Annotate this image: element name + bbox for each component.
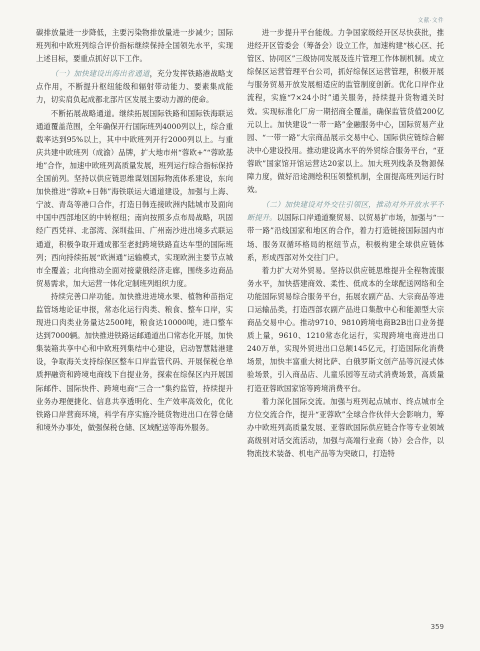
- right-column: [247, 26, 444, 620]
- paragraph: 着力深化国际交流。加强与班列起点城市、终点城市全方位交流合作，提升“亚蓉欧”全球合作伙伴大会影响力，筹办中欧班列高质量发展、亚蓉欧国际供应链合作等专业领域高级别对话交流活动，加强与高端行业商（协）会合作，以物流技术装备、机电产品等为突破口，打造特: [247, 396, 444, 458]
- paragraph-text: ，充分发挥铁路港战略支点作用，不断提升枢纽能级和辐射带动能力、要素集成能力，切实肩负起成都北部片区发展主要动力源的使命。: [36, 69, 233, 105]
- paragraph-text: 以国际口岸通道聚贸易、以贸易扩市场，加强与“一带一路”沿线国家和地区的合作，着力打造链接国际国内市场、服务双循环格局的枢纽节点，积极构建全球供应链体系，形成西部对外交往门户。: [247, 213, 444, 262]
- paragraph: 着力扩大对外贸易。坚持以供应链思维提升全程物流服务水平，加快搭建商效、柔性、低成本的全球配送网络和全功能国际贸易综合服务平台，拓展农副产品、大宗商品等进口运输品类，打造西部农副产品进口集散中心和能源型大宗商品交易中心。推动9710、9810跨境电商B2B出口业务提质上量，9610、1210常态化运行，实现跨境电商进出口240万单，实现外贸进出口总额145亿元，打造国际化消费场景，加快丰富重大树比萨、白俄罗斯文创产品等沉浸式体验场景，引入商品店、儿童乐园等互动式消费场景，高质量打造亚蓉欧国家馆等跨境消费平台。: [247, 265, 444, 393]
- running-header: 文献·文件: [417, 18, 444, 24]
- paragraph: 不断拓展战略通道。继续拓展国际铁路和国际铁海联运通道覆盖范围，全年确保开行国际班列4000列以上，综合重载率达到95%以上，其中中欧班列开行2000列以上。与重庆共建中欧班列（成渝）品牌，扩大地市州“蓉欧+”“蓉欧基地”合作，加速中欧班列高质量发展，班列运行综合指标保持全国前列。坚持以供应链思维谋划国际物流体系建设，东向加快推进“蓉欧+日韩”海铁联运大通道建设，加强与上海、宁波、青岛等港口合作，打造日韩连接欧洲内陆城市及面向中国中西部地区的中转枢纽；南向按照多点布局战略，巩固经广西凭祥、北部湾、深圳盐田、广州南沙进出境多式联运通道，积极争取开通成都至老挝跨境铁路直达车型的国际班列；西向持续拓展“欧洲通”运输模式，实现欧洲主要节点城市全覆盖；北向推动全面对接蒙俄经济走廊，围绕多边商品贸易需求，加大运营一体化定制班列组织力度。: [36, 108, 233, 288]
- paragraph: 进一步提升平台能级。力争国家级经开区尽快获批，推进经开区管委会（筹备会）设立工作，加速构建“核心区、托管区、协同区”三级协同发展及连片管理工作体制机制。成立综保区运营管理平台公司，抓好综保区运营管理，积极开展与服务贸易开放发展相适应的监管制度创新。优化口岸作业流程，实施“7×24小时”通关服务，持续提升货物通关时效。实现标准化厂房一期招商全覆盖，确保监管货值200亿元以上。加快建设“一带一路”金融服务中心，国际贸易产业园、“一带一路”大宗商品展示交易中心、国际供应链综合解决中心建设投用。推动建设离水平的外贸综合服务平台，“亚蓉欧”国家馆开馆运营达20家以上。加大班列线条及物源保障力度，做好沿途测绘积压领整机制，全面提高班列运行时效。: [247, 28, 444, 195]
- page-number: 359: [430, 623, 444, 631]
- paragraph: 持续完善口岸功能。加快推进进境水果、植物种苗指定监管场地论证申报，常态化运行肉类、粮食、整车口岸，实现进口肉类业务量达2500吨，粮食达10000吨，进口整车达到7000辆。加快推进铁路运邮通道出口常态化开展，加快集装箱共享中心和中欧班列集结中心建设，启动智慧陆港建设，争取海关支持综保区整车口岸监管代码、开展保税仓单质押融资和跨境电商线下自提业务，探索在综保区内开展国际邮件、国际快件、跨境电商“三合一”集约监管，持续提升业务办理便捷化、信息共享透明化、生产效率高效化，优化铁路口岸营商环境，科学有序实施冷链货物进出口在蓉仓储和境外办事处，做强保税仓储、区域配送等海外服务。: [36, 291, 233, 432]
- article-body: [36, 26, 444, 620]
- paragraph: 碳排放量进一步降低，主要污染物排放量进一步减少；国际班列和中欧班列综合评价指标继续保持全国领先水平，实现上述目标，要重点抓好以下工作。: [36, 28, 233, 64]
- section-heading-paragraph: [247, 198, 444, 263]
- left-column: [36, 26, 233, 620]
- section-heading: （一）加快建设出海出省通道: [50, 69, 150, 79]
- section-heading: （二）加快建设对外交往引领区，推动对外开放水平不断提升。: [247, 200, 444, 223]
- section-heading-paragraph: [36, 67, 233, 106]
